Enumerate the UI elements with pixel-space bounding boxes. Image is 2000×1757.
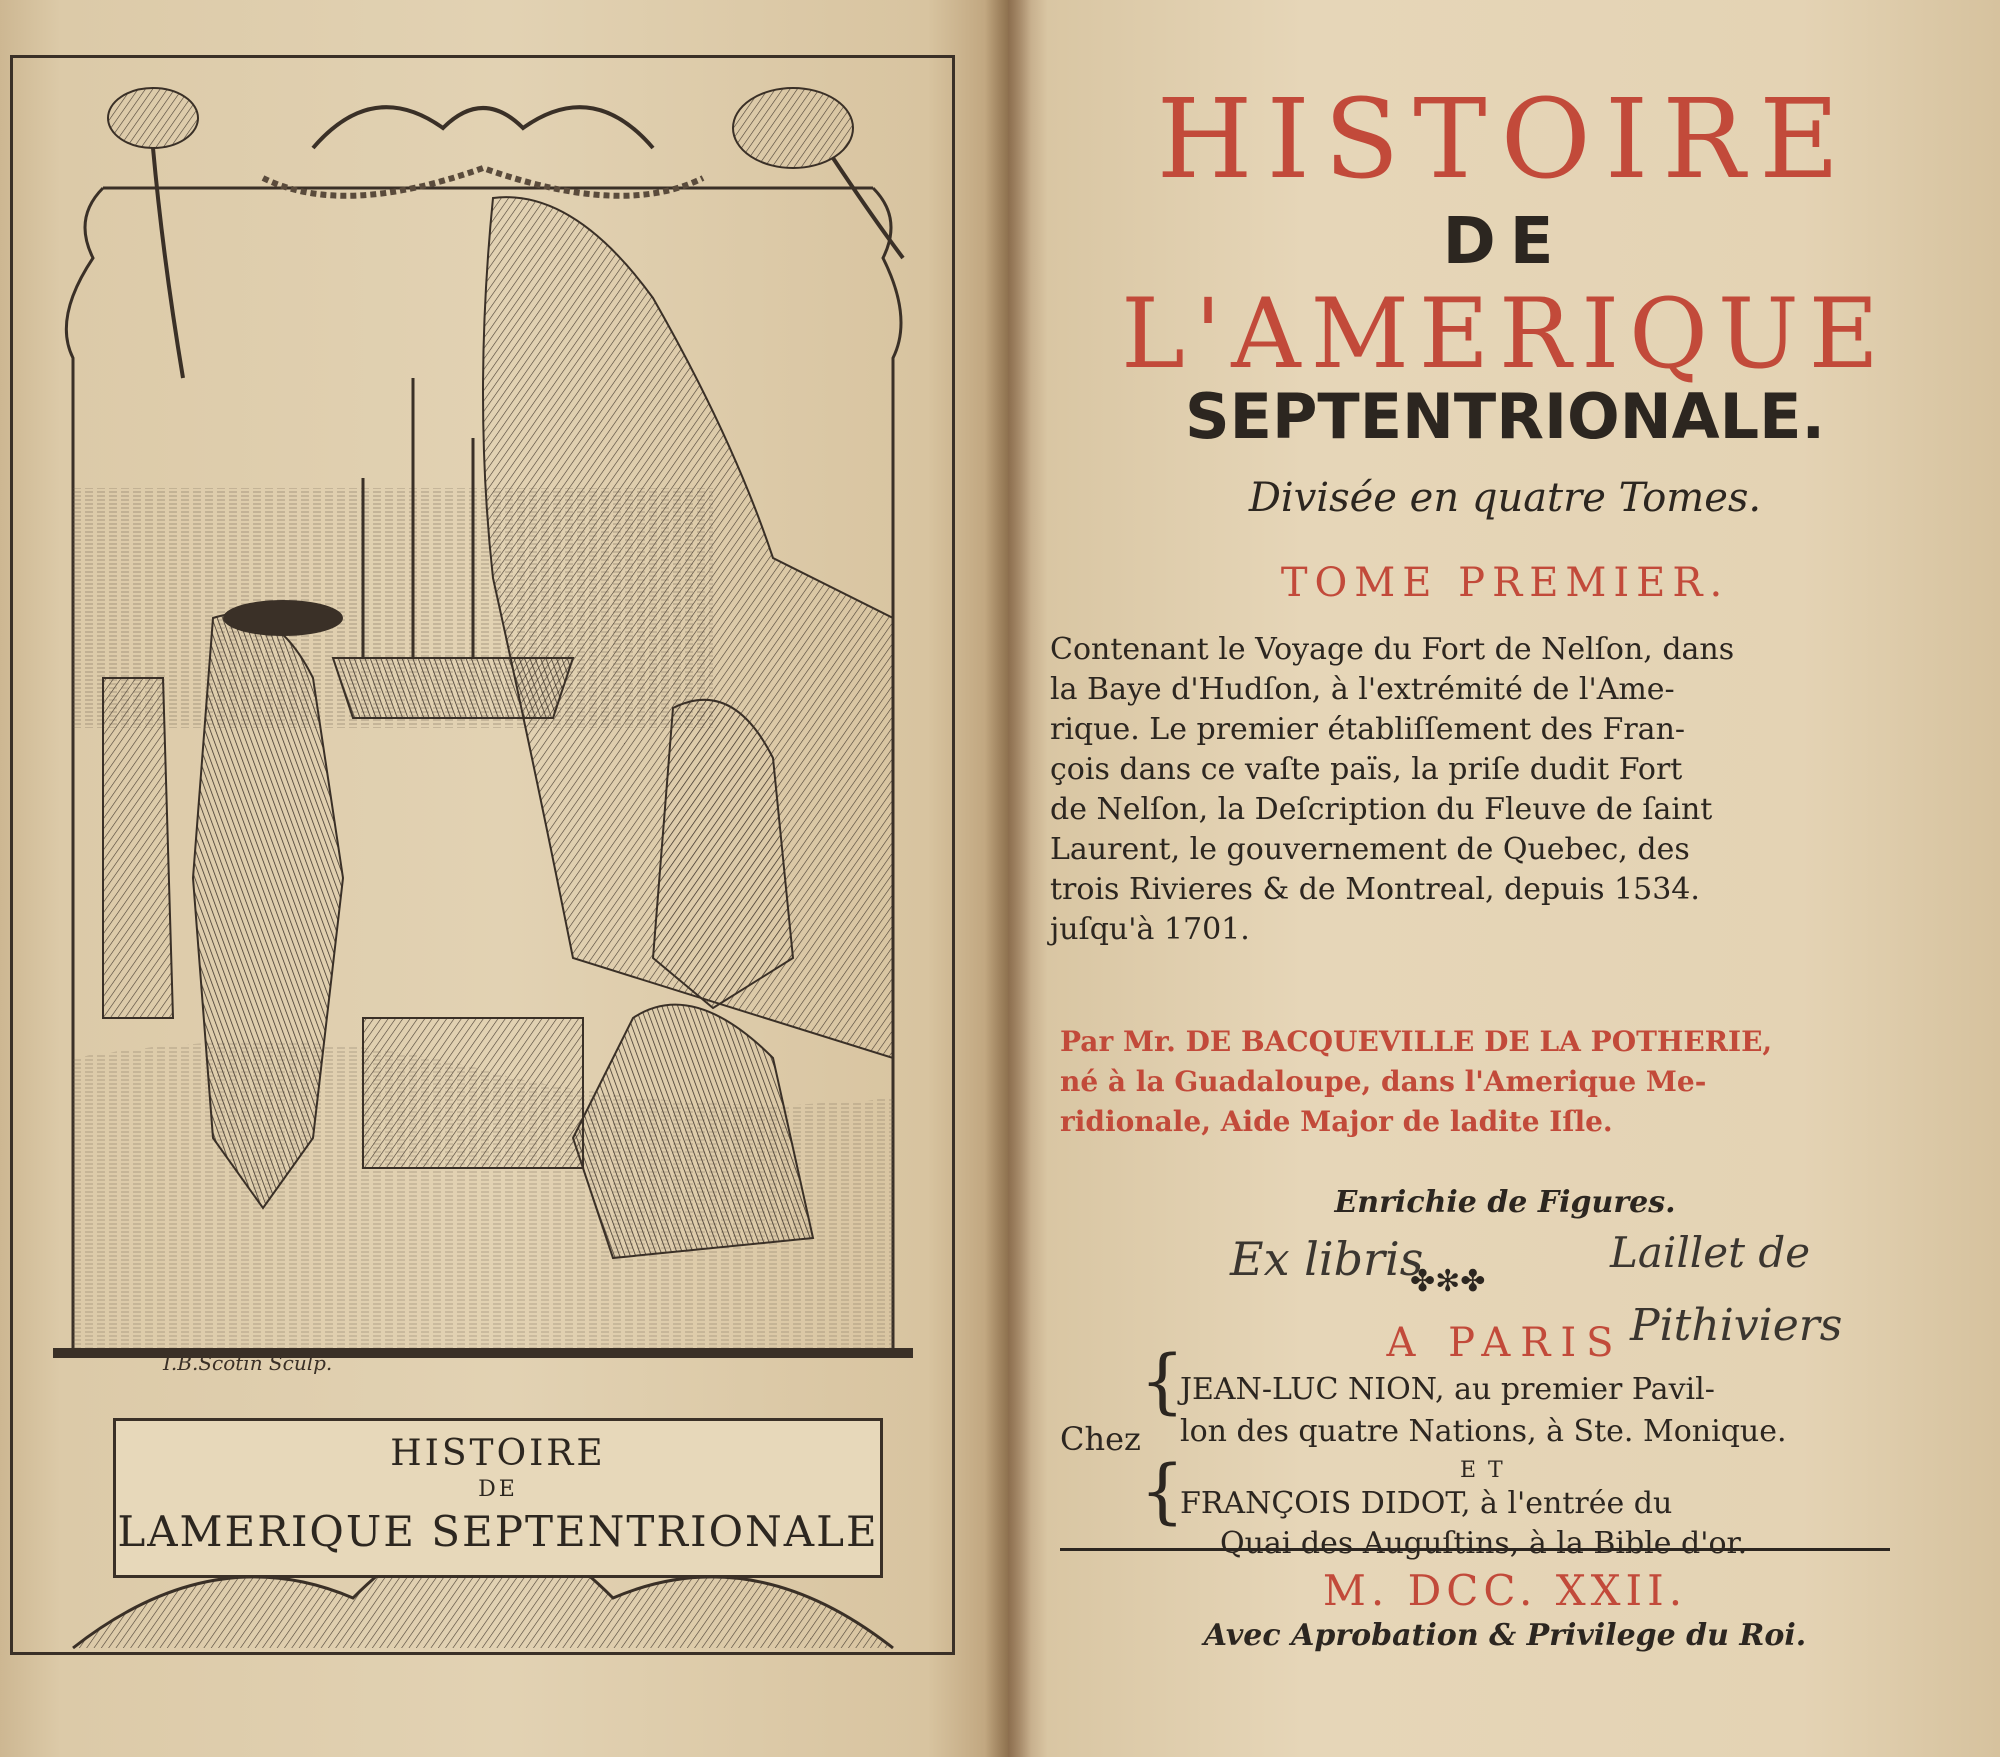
publisher-2-line-1: FRANÇOIS DIDOT, à l'entrée du xyxy=(1180,1486,1673,1521)
inscription-owner-1: Laillet de xyxy=(1610,1228,1811,1277)
title-de: DE xyxy=(1442,205,1568,279)
frontispiece-cartouche xyxy=(113,1418,883,1578)
engraver-credit: I.B.Scotin Sculp. xyxy=(163,1351,333,1375)
privilege-statement: Avec Aprobation & Privilege du Roi. xyxy=(1203,1618,1807,1653)
cartouche-de: DE xyxy=(478,1477,518,1502)
description-line: Contenant le Voyage du Fort de Nelſon, dans xyxy=(1050,632,1735,667)
publisher-1-line-2: lon des quatre Nations, à Ste. Monique. xyxy=(1180,1414,1787,1449)
frontispiece-plate xyxy=(10,55,955,1655)
subtitle-tomes: Divisée en quatre Tomes. xyxy=(1248,475,1762,521)
enrichie-figures: Enrichie de Figures. xyxy=(1334,1185,1676,1220)
title-amerique: L'AMERIQUE xyxy=(1121,278,1889,390)
imprint-year: M. DCC. XXII. xyxy=(1322,1566,1688,1615)
book-gutter xyxy=(985,0,1031,1757)
brace-icon: { xyxy=(1140,1450,1185,1532)
description-line: çois dans ce vaſte païs, la priſe dudit Fort xyxy=(1050,752,1683,787)
author-line: né à la Guadaloupe, dans l'Amerique Me- xyxy=(1060,1065,1707,1098)
title-histoire: HISTOIRE xyxy=(1156,75,1854,203)
contents-description xyxy=(1050,630,1900,950)
cartouche-subtitle: LAMERIQUE SEPTENTRIONALE xyxy=(117,1507,879,1556)
inscription-owner-2: Pithiviers xyxy=(1630,1300,1843,1351)
title-page xyxy=(1030,0,1980,1757)
imprint-chez: Chez xyxy=(1060,1420,1141,1458)
description-line: trois Rivieres & de Montreal, depuis 1534. xyxy=(1050,872,1700,907)
description-line: Laurent, le gouvernement de Quebec, des xyxy=(1050,832,1690,867)
publisher-1-line-1: JEAN-LUC NION, au premier Pavil- xyxy=(1180,1372,1715,1407)
volume-label: TOME PREMIER. xyxy=(1280,560,1730,606)
title-septentrionale: SEPTENTRIONALE. xyxy=(1184,380,1826,453)
printer-ornament: ✤✻✤ xyxy=(1410,1264,1486,1299)
description-line: rique. Le premier établiſſement des Fran- xyxy=(1050,712,1686,747)
author-line: ridionale, Aide Major de ladite Iſle. xyxy=(1060,1105,1613,1138)
frontispiece-engraving xyxy=(13,58,952,1652)
imprint-rule xyxy=(1060,1548,1890,1551)
description-line: la Baye d'Hudſon, à l'extrémité de l'Ame- xyxy=(1050,672,1675,707)
description-line: de Nelſon, la Deſcription du Fleuve de ſaint xyxy=(1050,792,1713,827)
cartouche-title: HISTOIRE xyxy=(390,1433,606,1474)
description-line: juſqu'à 1701. xyxy=(1050,912,1250,947)
author-line: Par Mr. DE BACQUEVILLE DE LA POTHERIE, xyxy=(1060,1025,1773,1058)
imprint-et: ET xyxy=(1460,1458,1515,1483)
publisher-2-line-2: Quai des Auguſtins, à la Bible d'or. xyxy=(1220,1526,1748,1561)
inscription-ex-libris: Ex libris xyxy=(1230,1232,1424,1286)
brace-icon: { xyxy=(1140,1340,1185,1422)
author-statement xyxy=(1060,1022,1890,1142)
imprint-place: A PARIS xyxy=(1386,1320,1624,1366)
